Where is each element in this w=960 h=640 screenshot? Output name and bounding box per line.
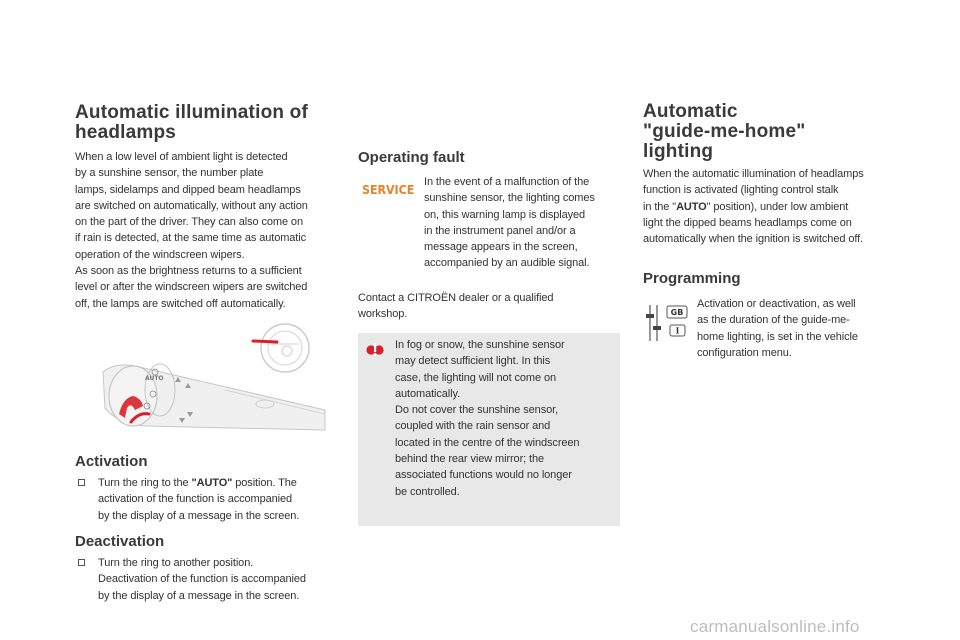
stalk-auto-label: AUTO	[145, 375, 164, 382]
warning-exclamation-icon	[366, 342, 384, 363]
deactivation-heading: Deactivation	[75, 533, 165, 550]
contact-line: Contact a CITROËN dealer or a qualified	[358, 292, 554, 304]
right-intro-line2: function is activated (lighting control stalk	[643, 184, 839, 197]
activation-line2: activation of the function is accompanied	[98, 493, 293, 506]
checkbox-bullet-icon	[78, 559, 85, 566]
warning-line: behind the rear view mirror; the	[395, 453, 545, 466]
deactivation-line3: by the display of a message in the screen.	[98, 589, 300, 602]
warning-box	[358, 333, 620, 526]
right-title	[643, 102, 903, 162]
deactivation-line1: Turn the ring to another position.	[98, 557, 254, 569]
right-title-line3: lighting	[643, 141, 714, 162]
intro-line: off, the lamps are switched off automatically.	[75, 297, 286, 310]
programming-line: home lighting, is set in the vehicle	[697, 330, 858, 343]
intro-line: operation of the windscreen wipers.	[75, 248, 245, 261]
steering-wheel-icon	[253, 324, 309, 372]
contact-text	[358, 290, 618, 323]
intro-line: on the part of the driver. They can also come on	[75, 216, 303, 229]
icon-label-i: I	[675, 325, 680, 336]
programming-line: as the duration of the guide-me-	[697, 314, 850, 327]
intro-line: are switched on automatically, without any action	[75, 199, 308, 212]
deactivation-step	[75, 555, 358, 604]
fault-line: message appears in the screen,	[424, 241, 578, 254]
intro-line: level or after the windscreen wipers are switched	[75, 281, 308, 294]
contact-line: workshop.	[358, 308, 408, 321]
right-title-line2: "guide-me-home"	[643, 121, 806, 142]
operating-fault-heading: Operating fault	[358, 149, 465, 166]
fault-line: In the event of a malfunction of the	[424, 176, 590, 188]
left-title-line2: headlamps	[75, 122, 177, 143]
footer-watermark: carmanualsonline.info	[690, 617, 860, 636]
warning-line: In fog or snow, the sunshine sensor	[395, 339, 565, 351]
fault-line: on, this warning lamp is displayed	[424, 208, 586, 221]
programming-line: Activation or deactivation, as well	[697, 298, 856, 310]
activation-text-after: position. The	[232, 477, 297, 489]
right-intro	[643, 166, 913, 247]
intro-line: As soon as the brightness returns to a sufficient	[75, 265, 302, 278]
programming-text	[697, 296, 917, 361]
activation-line3: by the display of a message in the screen.	[98, 509, 300, 522]
warning-line: located in the centre of the windscreen	[395, 436, 580, 449]
activation-step	[75, 475, 358, 524]
right-intro-auto-bold: AUTO	[676, 200, 707, 213]
right-intro-line4: light the dipped beams headlamps come on	[643, 216, 852, 229]
service-warning-lamp-icon: SERVICE	[362, 183, 415, 197]
warning-line: may detect sufficient light. In this	[395, 355, 551, 368]
right-intro-line3	[643, 199, 913, 215]
programming-heading: Programming	[643, 270, 741, 287]
activation-auto-bold: "AUTO"	[191, 477, 233, 489]
fault-line: sunshine sensor, the lighting comes	[424, 192, 595, 205]
warning-line: coupled with the rain sensor and	[395, 420, 551, 433]
warning-line: Do not cover the sunshine sensor,	[395, 404, 559, 417]
warning-line: associated functions would no longer	[395, 469, 572, 482]
right-title-line1: Automatic	[643, 101, 738, 122]
right-intro-after: " position), under low ambient	[706, 200, 849, 213]
checkbox-bullet-icon	[78, 479, 85, 486]
programming-line: configuration menu.	[697, 346, 792, 359]
intro-line: by a sunshine sensor, the number plate	[75, 167, 264, 180]
lighting-stalk-icon	[75, 318, 337, 448]
right-intro-line1: When the automatic illumination of headlamps	[643, 168, 864, 180]
activation-text-before: Turn the ring to the	[98, 477, 192, 489]
lighting-stalk-illustration	[75, 318, 337, 453]
deactivation-line2: Deactivation of the function is accompanied	[98, 573, 306, 586]
fault-line: accompanied by an audible signal.	[424, 257, 590, 270]
intro-line: When a low level of ambient light is detected	[75, 151, 288, 163]
right-intro-before: in the "	[643, 200, 677, 213]
activation-heading: Activation	[75, 453, 148, 470]
intro-line: if rain is detected, at the same time as automatic	[75, 232, 307, 245]
warning-line: be controlled.	[395, 485, 460, 498]
warning-line: automatically.	[395, 387, 461, 400]
intro-line: lamps, sidelamps and dipped beam headlamps	[75, 183, 301, 196]
left-title-line1: Automatic illumination of	[75, 102, 308, 123]
right-intro-line5: automatically when the ignition is switched off.	[643, 233, 864, 246]
configuration-menu-icon	[645, 302, 691, 349]
fault-text	[424, 174, 624, 272]
warning-text	[395, 337, 615, 500]
left-intro	[75, 149, 345, 312]
warning-line: case, the lighting will not come on	[395, 371, 556, 384]
activation-line1	[98, 475, 358, 491]
icon-label-gb: GB	[670, 308, 684, 317]
left-title	[75, 103, 345, 143]
fault-line: in the instrument panel and/or a	[424, 224, 576, 237]
